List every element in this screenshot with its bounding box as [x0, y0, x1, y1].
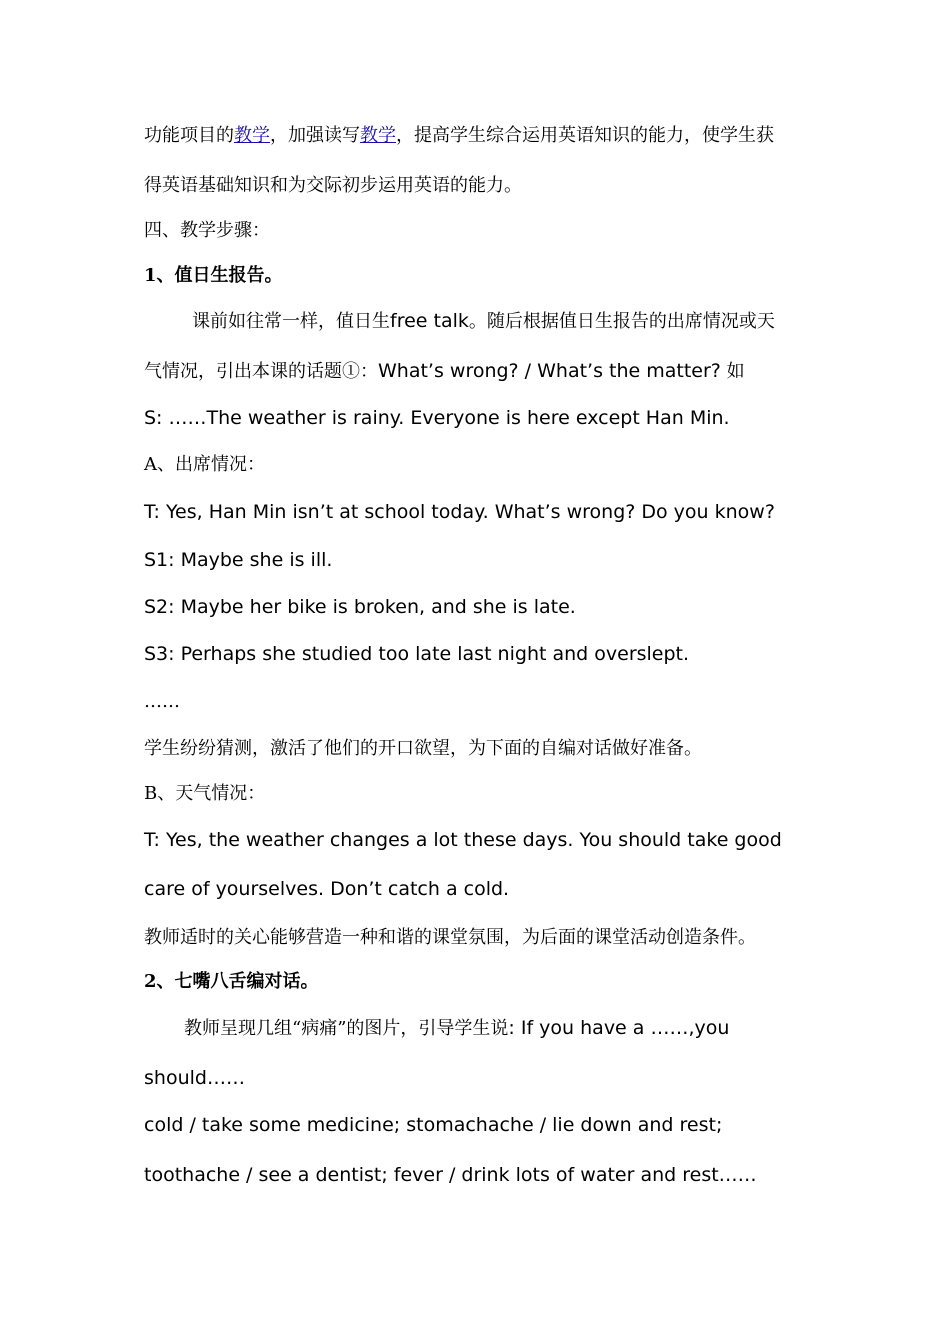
ellipsis-line: ……: [144, 691, 180, 712]
step-1-paragraph-line-1: [192, 309, 775, 334]
dialogue-s2-line: S2: Maybe her bike is broken, and she is late.: [144, 596, 576, 618]
intro-text-1: 功能项目的: [144, 125, 234, 146]
dialogue-s-line: S: ……The weather is rainy. Everyone is here except Han Min.: [144, 407, 730, 429]
comment-line-1: 学生纷纷猜测，激活了他们的开口欲望，为下面的自编对话做好准备。: [144, 738, 702, 759]
step-1-para2-text-c: 如: [720, 361, 745, 382]
step-1-para2-text-b: What’s wrong? / What’s the matter?: [378, 360, 721, 382]
dialogue-t-line-2a: T: Yes, the weather changes a lot these days. You should take good: [144, 829, 782, 851]
step-1-paragraph-line-2: [144, 359, 745, 384]
dialogue-t-line-1: T: Yes, Han Min isn’t at school today. What’s wrong? Do you know?: [144, 501, 775, 523]
section-4-heading: 四、教学步骤：: [144, 220, 270, 241]
dialogue-t-line-2b: care of yourselves. Don’t catch a cold.: [144, 878, 510, 900]
intro-text-3: ，提高学生综合运用英语知识的能力，使学生获: [396, 125, 774, 146]
dialogue-s1-line: S1: Maybe she is ill.: [144, 549, 333, 571]
intro-text-2: ，加强读写: [270, 125, 360, 146]
step-2-paragraph-line-1: [184, 1016, 729, 1041]
intro-line-2: 得英语基础知识和为交际初步运用英语的能力。: [144, 175, 522, 196]
weather-heading: B、天气情况：: [144, 783, 266, 804]
step-1-para2-text-a: 气情况，引出本课的话题①：: [144, 361, 378, 382]
step-1-para1-text-a: 课前如往常一样，值日生: [192, 311, 390, 332]
teaching-link-2[interactable]: 教学: [360, 125, 396, 146]
step-2-para-text-a: 教师呈现几组“病痛”的图片，引导学生说: [184, 1018, 509, 1039]
step-2-heading: 2、七嘴八舌编对话。: [144, 971, 319, 992]
dialogue-s3-line: S3: Perhaps she studied too late last night and overslept.: [144, 643, 690, 665]
step-2-para-text-b: : If you have a ……,you: [508, 1017, 730, 1039]
step-2-paragraph-line-2: should……: [144, 1067, 245, 1089]
step-1-heading: 1、值日生报告。: [144, 265, 283, 286]
teaching-link-1[interactable]: 教学: [234, 125, 270, 146]
illness-list-line-1: cold / take some medicine; stomachache / lie down and rest;: [144, 1114, 723, 1136]
comment-line-2: 教师适时的关心能够营造一种和谐的课堂氛围，为后面的课堂活动创造条件。: [144, 927, 756, 948]
illness-list-line-2: toothache / see a dentist; fever / drink lots of water and rest……: [144, 1164, 757, 1186]
step-1-para1-text-b: free talk: [390, 310, 469, 332]
step-1-para1-text-c: 。随后根据值日生报告的出席情况或天: [468, 311, 775, 332]
attendance-heading: A、出席情况：: [144, 454, 265, 475]
intro-line-1: [144, 124, 774, 148]
